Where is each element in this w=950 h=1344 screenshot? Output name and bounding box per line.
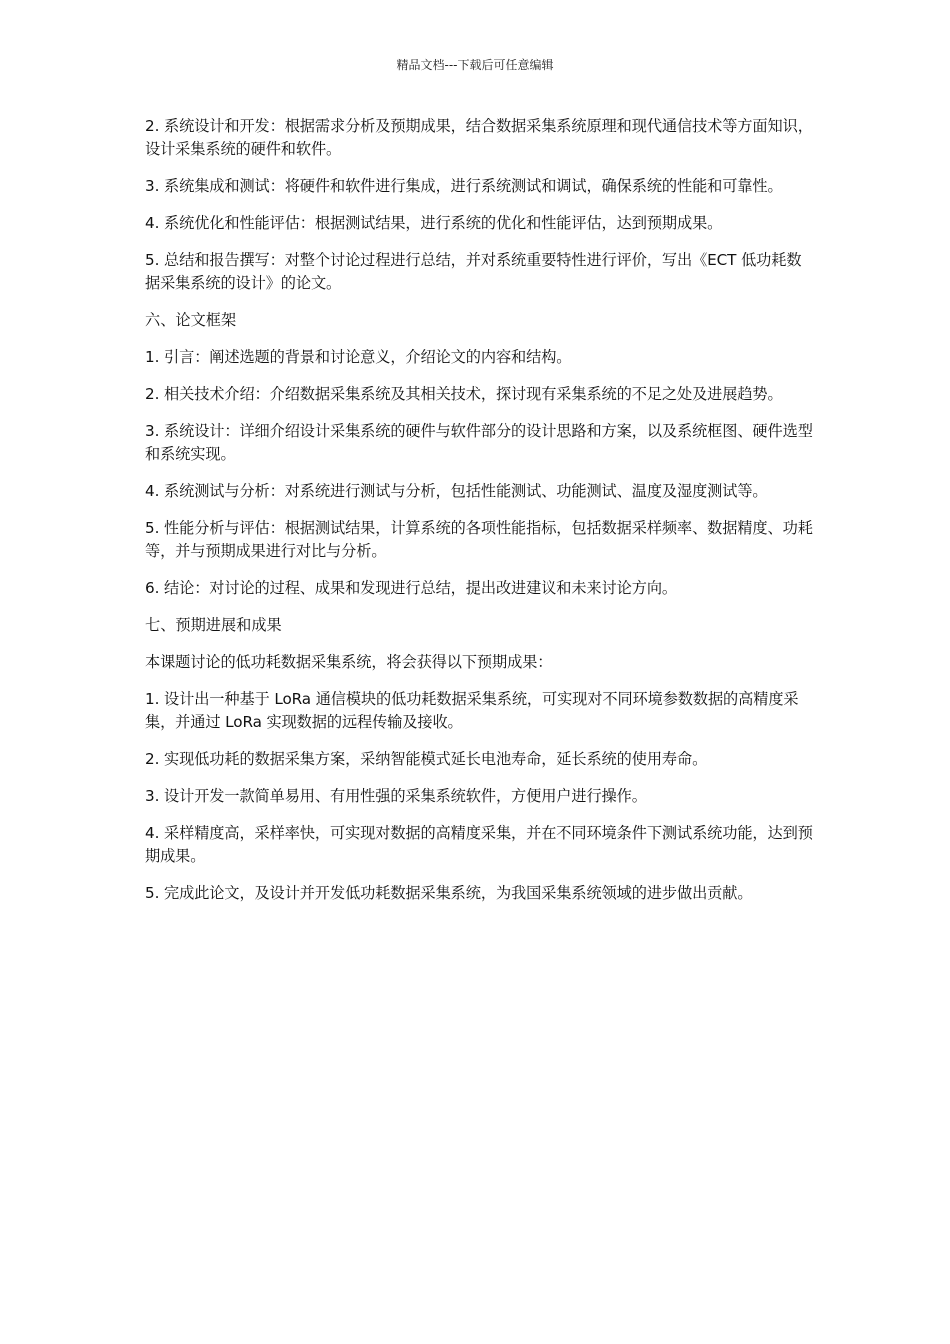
framework-item-5: 5. 性能分析与评估：根据测试结果，计算系统的各项性能指标，包括数据采样频率、数据精度、功耗等，并与预期成果进行对比与分析。 (145, 519, 813, 560)
outcome-item-5: 5. 完成此论文，及设计并开发低功耗数据采集系统，为我国采集系统领域的进步做出贡献。 (145, 884, 753, 902)
process-item-3: 3. 系统集成和测试：将硬件和软件进行集成，进行系统测试和调试，确保系统的性能和可靠性。 (145, 177, 783, 195)
outcome-item-2: 2. 实现低功耗的数据采集方案，采纳智能模式延长电池寿命，延长系统的使用寿命。 (145, 750, 708, 768)
process-item-2: 2. 系统设计和开发：根据需求分析及预期成果，结合数据采集系统原理和现代通信技术等方面知识，设计采集系统的硬件和软件。 (145, 117, 813, 158)
section-heading-framework: 六、论文框架 (145, 311, 237, 329)
framework-item-2: 2. 相关技术介绍：介绍数据采集系统及其相关技术，探讨现有采集系统的不足之处及进展趋势。 (145, 385, 783, 403)
outcome-item-3: 3. 设计开发一款简单易用、有用性强的采集系统软件，方便用户进行操作。 (145, 787, 647, 805)
outcome-item-1: 1. 设计出一种基于 LoRa 通信模块的低功耗数据采集系统，可实现对不同环境参数数据的高精度采集，并通过 LoRa 实现数据的远程传输及接收。 (145, 690, 799, 731)
outcomes-intro: 本课题讨论的低功耗数据采集系统，将会获得以下预期成果： (145, 653, 553, 671)
framework-item-1: 1. 引言：阐述选题的背景和讨论意义，介绍论文的内容和结构。 (145, 348, 572, 366)
process-item-4: 4. 系统优化和性能评估：根据测试结果，进行系统的优化和性能评估，达到预期成果。 (145, 214, 723, 232)
framework-item-6: 6. 结论：对讨论的过程、成果和发现进行总结，提出改进建议和未来讨论方向。 (145, 579, 677, 597)
page-header: 精品文档---下载后可任意编辑 (396, 58, 554, 72)
framework-item-4: 4. 系统测试与分析：对系统进行测试与分析，包括性能测试、功能测试、温度及湿度测试等。 (145, 482, 768, 500)
framework-item-3: 3. 系统设计：详细介绍设计采集系统的硬件与软件部分的设计思路和方案，以及系统框图、硬件选型和系统实现。 (145, 422, 813, 463)
section-heading-outcomes: 七、预期进展和成果 (145, 616, 282, 634)
process-item-5: 5. 总结和报告撰写：对整个讨论过程进行总结，并对系统重要特性进行评价，写出《ECT 低功耗数据采集系统的设计》的论文。 (145, 251, 802, 292)
outcome-item-4: 4. 采样精度高，采样率快，可实现对数据的高精度采集，并在不同环境条件下测试系统功能，达到预期成果。 (145, 824, 813, 865)
document-body (145, 115, 815, 919)
